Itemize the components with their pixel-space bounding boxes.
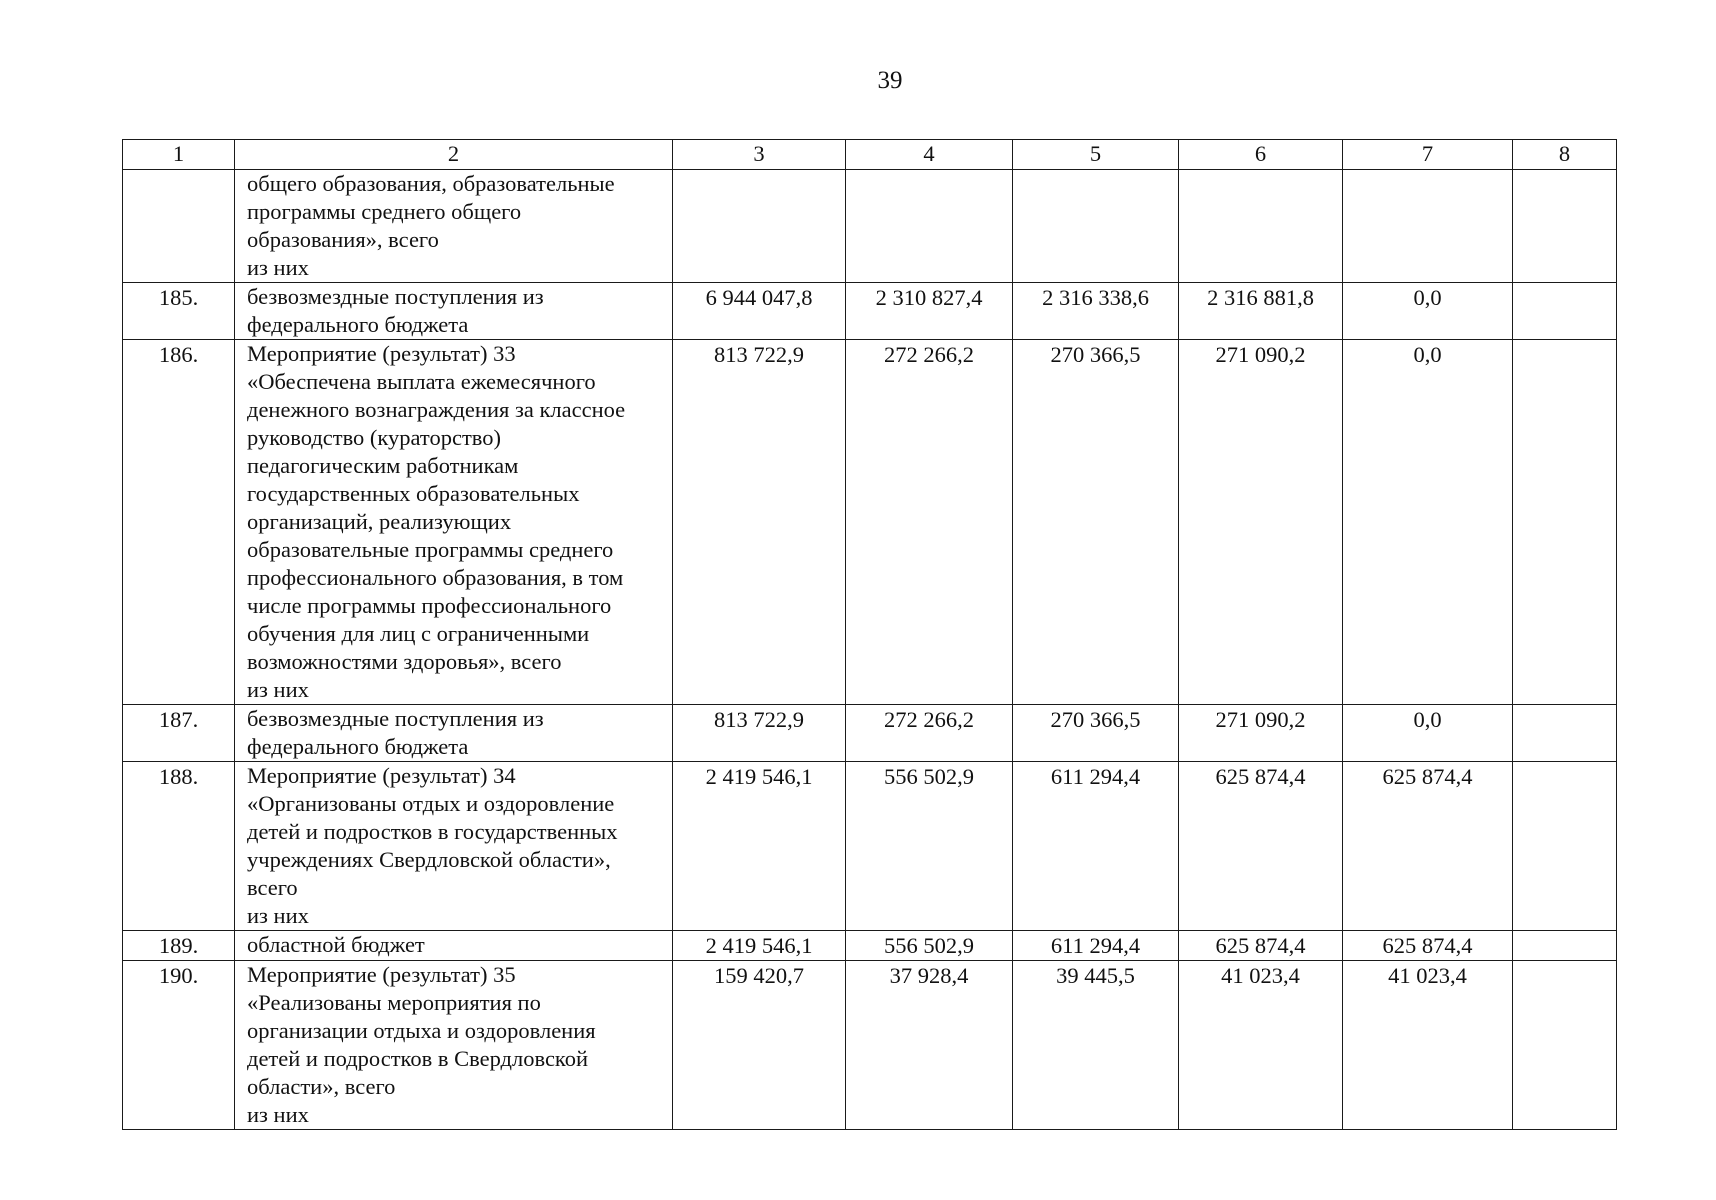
description-line: «Организованы отдых и оздоровление — [247, 791, 615, 816]
header-cell: 8 — [1513, 140, 1617, 170]
value-cell-col-5 — [1013, 762, 1179, 931]
table-row — [123, 340, 1617, 705]
header-cell: 6 — [1179, 140, 1343, 170]
description-line: из них — [247, 903, 309, 928]
table-row — [123, 170, 1617, 283]
description-line: области», всего — [247, 1074, 396, 1099]
value-cell-col-6 — [1179, 283, 1343, 340]
value-cell-col-7 — [1343, 961, 1513, 1130]
description-cell — [235, 283, 673, 340]
row-number-cell — [123, 705, 235, 762]
value-cell-col-6 — [1179, 961, 1343, 1130]
amount-value: 2 419 546,1 — [705, 933, 813, 958]
row-number-cell — [123, 170, 235, 283]
value-cell-col-3 — [673, 170, 846, 283]
row-number-cell — [123, 283, 235, 340]
amount-value: 625 874,4 — [1382, 933, 1473, 958]
amount-value: 2 316 881,8 — [1207, 285, 1314, 310]
description-line: федерального бюджета — [247, 734, 469, 759]
row-number: 189. — [158, 933, 199, 958]
amount-value: 2 310 827,4 — [875, 285, 983, 310]
amount-value: 556 502,9 — [884, 933, 974, 958]
value-cell-col-7 — [1343, 931, 1513, 961]
description-line: образования», всего — [247, 227, 439, 252]
header-cell: 1 — [123, 140, 235, 170]
amount-value: 813 722,9 — [714, 707, 804, 732]
description-line: Мероприятие (результат) 35 — [247, 962, 516, 987]
value-cell-col-8 — [1513, 762, 1617, 931]
row-number-cell — [123, 762, 235, 931]
amount-value: 625 874,4 — [1215, 764, 1306, 789]
description-line: педагогическим работникам — [247, 453, 519, 478]
row-number-cell — [123, 961, 235, 1130]
description-line: детей и подростков в Свердловской — [247, 1046, 589, 1071]
description-line: «Обеспечена выплата ежемесячного — [247, 369, 596, 394]
description-line: безвозмездные поступления из — [247, 706, 544, 731]
description-line: из них — [247, 677, 309, 702]
header-cell: 5 — [1013, 140, 1179, 170]
row-number-cell — [123, 340, 235, 705]
description-line: Мероприятие (результат) 33 — [247, 341, 516, 366]
amount-value: 0,0 — [1413, 342, 1442, 367]
row-number: 188. — [158, 764, 199, 789]
amount-value: 2 316 338,6 — [1042, 285, 1149, 310]
description-line: обучения для лиц с ограниченными — [247, 621, 590, 646]
value-cell-col-4 — [846, 170, 1013, 283]
header-cell: 2 — [235, 140, 673, 170]
amount-value: 813 722,9 — [714, 342, 804, 367]
amount-value: 625 874,4 — [1382, 764, 1473, 789]
value-cell-col-4 — [846, 961, 1013, 1130]
amount-value: 270 366,5 — [1050, 342, 1141, 367]
description-line: числе программы профессионального — [247, 593, 612, 618]
description-cell — [235, 170, 673, 283]
value-cell-col-6 — [1179, 705, 1343, 762]
amount-value: 41 023,4 — [1388, 963, 1467, 988]
amount-value: 39 445,5 — [1056, 963, 1135, 988]
value-cell-col-6 — [1179, 170, 1343, 283]
description-line: организации отдыха и оздоровления — [247, 1018, 596, 1043]
value-cell-col-7 — [1343, 705, 1513, 762]
description-cell — [235, 340, 673, 705]
amount-value: 6 944 047,8 — [705, 285, 813, 310]
description-line: профессионального образования, в том — [247, 565, 624, 590]
table-row — [123, 705, 1617, 762]
description-line: общего образования, образовательные — [247, 171, 615, 196]
value-cell-col-3 — [673, 283, 846, 340]
description-cell — [235, 961, 673, 1130]
amount-value: 272 266,2 — [884, 707, 974, 732]
amount-value: 159 420,7 — [714, 963, 804, 988]
amount-value: 37 928,4 — [889, 963, 969, 988]
amount-value: 0,0 — [1413, 285, 1442, 310]
header-cell: 3 — [673, 140, 846, 170]
amount-value: 272 266,2 — [884, 342, 974, 367]
value-cell-col-5 — [1013, 705, 1179, 762]
value-cell-col-8 — [1513, 961, 1617, 1130]
description-line: детей и подростков в государственных — [247, 819, 618, 844]
description-cell — [235, 931, 673, 961]
value-cell-col-8 — [1513, 283, 1617, 340]
value-cell-col-8 — [1513, 170, 1617, 283]
description-line: возможностями здоровья», всего — [247, 649, 562, 674]
value-cell-col-3 — [673, 705, 846, 762]
description-line: «Реализованы мероприятия по — [247, 990, 541, 1015]
value-cell-col-5 — [1013, 961, 1179, 1130]
value-cell-col-5 — [1013, 170, 1179, 283]
amount-value: 625 874,4 — [1215, 933, 1306, 958]
table-body — [123, 170, 1617, 1130]
value-cell-col-5 — [1013, 340, 1179, 705]
description-line: денежного вознаграждения за классное — [247, 397, 626, 422]
value-cell-col-4 — [846, 931, 1013, 961]
amount-value: 270 366,5 — [1050, 707, 1141, 732]
description-line: учреждениях Свердловской области», — [247, 847, 611, 872]
value-cell-col-6 — [1179, 762, 1343, 931]
header-cell: 7 — [1343, 140, 1513, 170]
value-cell-col-6 — [1179, 340, 1343, 705]
value-cell-col-4 — [846, 705, 1013, 762]
amount-value: 41 023,4 — [1221, 963, 1300, 988]
budget-table — [122, 139, 1617, 1130]
amount-value: 611 294,4 — [1050, 764, 1141, 789]
description-line: руководство (кураторство) — [247, 425, 502, 450]
description-line: всего — [247, 875, 298, 900]
table-row — [123, 762, 1617, 931]
amount-value: 271 090,2 — [1215, 707, 1306, 732]
value-cell-col-7 — [1343, 762, 1513, 931]
value-cell-col-7 — [1343, 283, 1513, 340]
amount-value: 2 419 546,1 — [705, 764, 813, 789]
table-row — [123, 283, 1617, 340]
description-line: программы среднего общего — [247, 199, 522, 224]
description-cell — [235, 705, 673, 762]
value-cell-col-6 — [1179, 931, 1343, 961]
header-cell: 4 — [846, 140, 1013, 170]
table-row — [123, 931, 1617, 961]
value-cell-col-4 — [846, 340, 1013, 705]
description-cell — [235, 762, 673, 931]
row-number: 185. — [158, 285, 199, 310]
description-line: организаций, реализующих — [247, 509, 512, 534]
value-cell-col-4 — [846, 762, 1013, 931]
description-line: Мероприятие (результат) 34 — [247, 763, 516, 788]
row-number: 190. — [158, 963, 199, 988]
value-cell-col-7 — [1343, 340, 1513, 705]
description-line: из них — [247, 255, 309, 280]
value-cell-col-3 — [673, 340, 846, 705]
amount-value: 0,0 — [1413, 707, 1442, 732]
value-cell-col-5 — [1013, 283, 1179, 340]
value-cell-col-4 — [846, 283, 1013, 340]
value-cell-col-8 — [1513, 340, 1617, 705]
page-number: 39 — [877, 67, 903, 94]
value-cell-col-3 — [673, 762, 846, 931]
table-row — [123, 961, 1617, 1130]
header-row — [123, 140, 1617, 170]
value-cell-col-3 — [673, 931, 846, 961]
value-cell-col-7 — [1343, 170, 1513, 283]
row-number: 186. — [158, 342, 199, 367]
description-line: федерального бюджета — [247, 312, 469, 337]
amount-value: 271 090,2 — [1215, 342, 1306, 367]
value-cell-col-3 — [673, 961, 846, 1130]
row-number: 187. — [158, 707, 199, 732]
description-line: государственных образовательных — [247, 481, 580, 506]
row-number-cell — [123, 931, 235, 961]
amount-value: 556 502,9 — [884, 764, 974, 789]
value-cell-col-8 — [1513, 705, 1617, 762]
value-cell-col-5 — [1013, 931, 1179, 961]
description-line: безвозмездные поступления из — [247, 284, 544, 309]
value-cell-col-8 — [1513, 931, 1617, 961]
description-line: образовательные программы среднего — [247, 537, 614, 562]
description-line: областной бюджет — [247, 932, 425, 957]
amount-value: 611 294,4 — [1050, 933, 1141, 958]
description-line: из них — [247, 1102, 309, 1127]
